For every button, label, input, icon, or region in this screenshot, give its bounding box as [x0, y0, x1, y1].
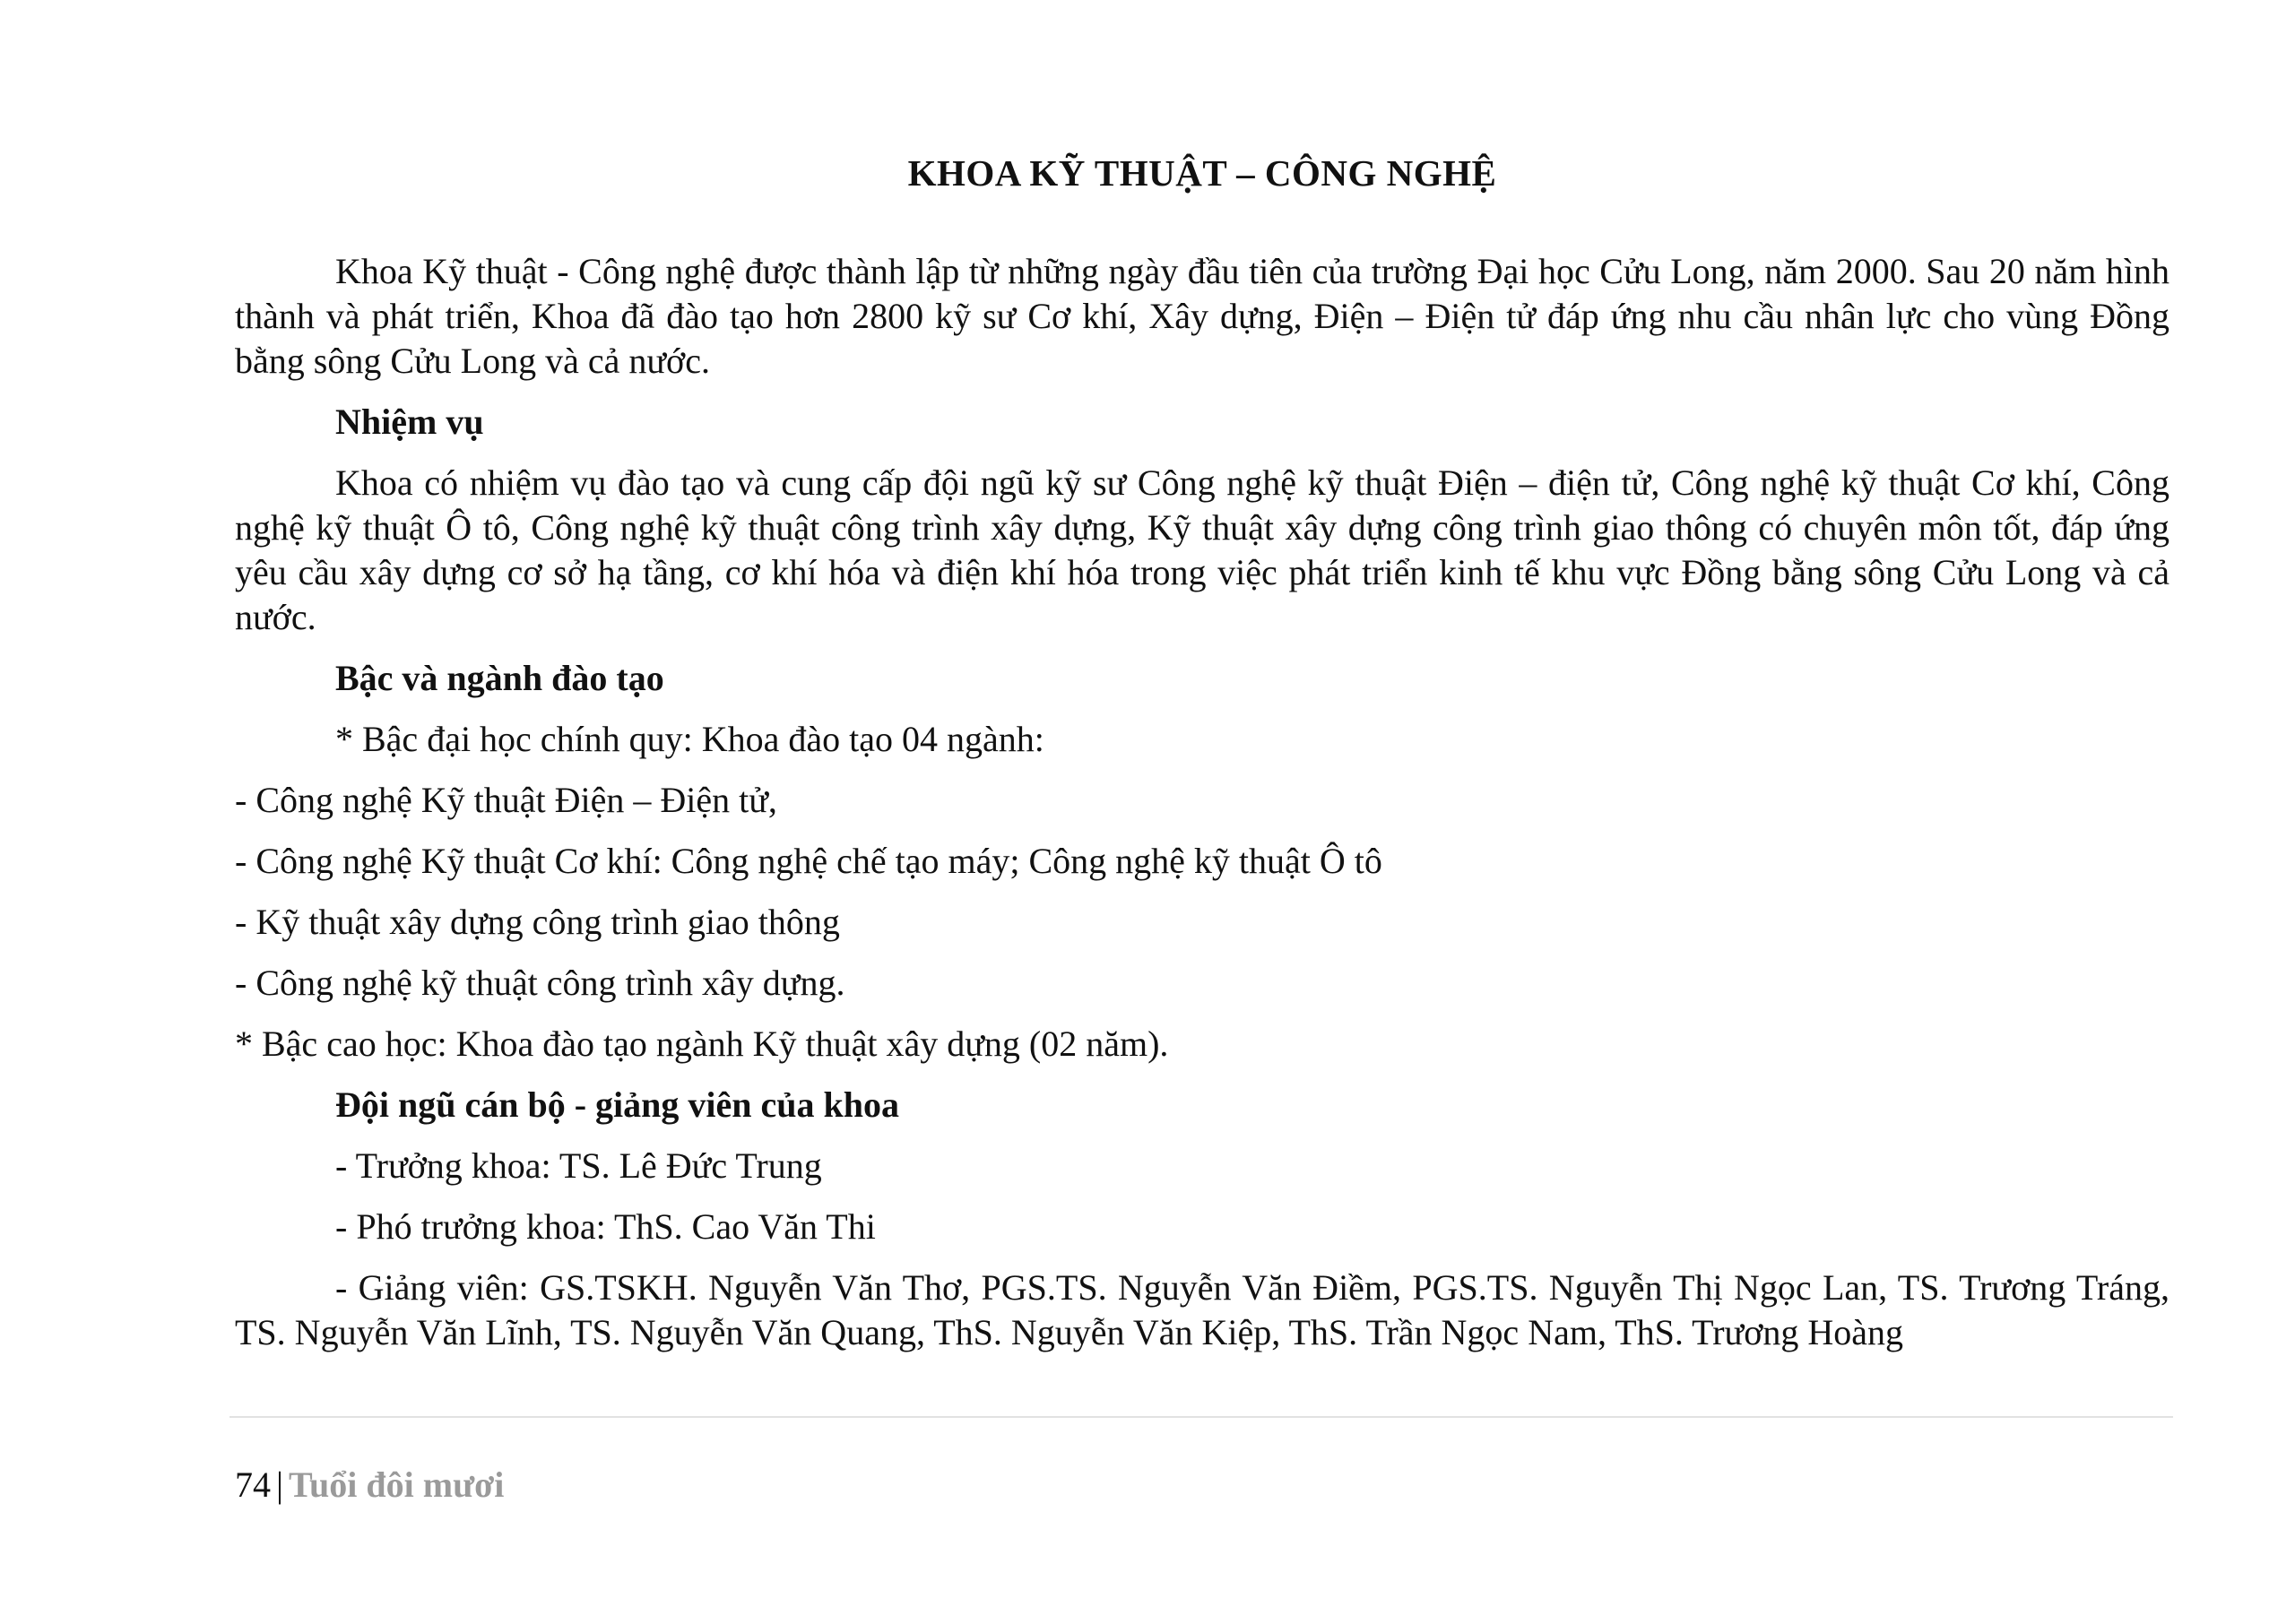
graduate-program: * Bậc cao học: Khoa đào tạo ngành Kỹ thuật xây dựng (02 năm).	[235, 1024, 1169, 1064]
major-item: - Kỹ thuật xây dựng công trình giao thông	[235, 902, 840, 942]
staff-heading: Đội ngũ cán bộ - giảng viên của khoa	[335, 1084, 900, 1125]
page-footer	[235, 1463, 504, 1507]
page-content	[235, 151, 2169, 1371]
book-title: Tuổi đôi mươi	[289, 1464, 505, 1505]
mission-paragraph: Khoa có nhiệm vụ đào tạo và cung cấp đội ngũ kỹ sư Công nghệ kỹ thuật Điện – điện tử, Công nghệ kỹ thuật Cơ khí, Công nghệ kỹ thuật Ô tô, Công nghệ kỹ thuật công trình xây dựng, Kỹ thuật xây dựng công trình giao thông có chuyên môn tốt, đáp ứng yêu cầu xây dựng cơ sở hạ tầng, cơ khí hóa và điện khí hóa trong việc phát triển kinh tế khu vực Đồng bằng sông Cửu Long và cả nước.	[235, 462, 2169, 637]
footer-divider	[230, 1416, 2173, 1418]
page-number: 74	[235, 1464, 271, 1505]
undergrad-intro: * Bậc đại học chính quy: Khoa đào tạo 04 ngành:	[335, 719, 1044, 759]
footer-separator: |	[276, 1464, 284, 1505]
major-item: - Công nghệ kỹ thuật công trình xây dựng.	[235, 963, 845, 1003]
dean-line: - Trưởng khoa: TS. Lê Đức Trung	[335, 1145, 822, 1186]
major-item: - Công nghệ Kỹ thuật Điện – Điện tử,	[235, 780, 777, 820]
major-item: - Công nghệ Kỹ thuật Cơ khí: Công nghệ chế tạo máy; Công nghệ kỹ thuật Ô tô	[235, 841, 1382, 881]
page-title: KHOA KỸ THUẬT – CÔNG NGHỆ	[907, 152, 1497, 194]
programs-heading: Bậc và ngành đào tạo	[335, 658, 664, 698]
mission-heading: Nhiệm vụ	[335, 402, 484, 442]
vice-dean-line: - Phó trưởng khoa: ThS. Cao Văn Thi	[335, 1206, 876, 1247]
intro-paragraph: Khoa Kỹ thuật - Công nghệ được thành lập từ những ngày đầu tiên của trường Đại học Cửu Long, năm 2000. Sau 20 năm hình thành và phát triển, Khoa đã đào tạo hơn 2800 kỹ sư Cơ khí, Xây dựng, Điện – Điện tử đáp ứng nhu cầu nhân lực cho vùng Đồng bằng sông Cửu Long và cả nước.	[235, 251, 2169, 381]
lecturers-paragraph: - Giảng viên: GS.TSKH. Nguyễn Văn Thơ, PGS.TS. Nguyễn Văn Điềm, PGS.TS. Nguyễn Thị Ngọc Lan, TS. Trương Tráng, TS. Nguyễn Văn Lĩnh, TS. Nguyễn Văn Quang, ThS. Nguyễn Văn Kiệp, ThS. Trần Ngọc Nam, ThS. Trương Hoàng	[235, 1267, 2169, 1352]
